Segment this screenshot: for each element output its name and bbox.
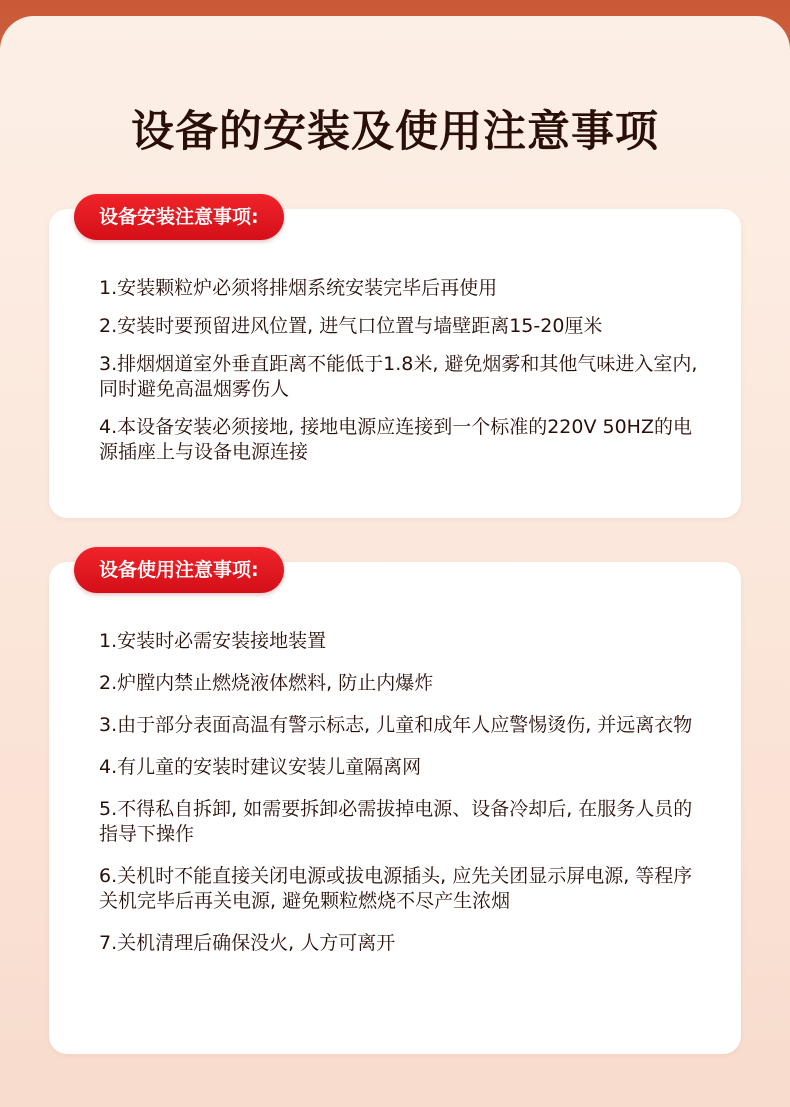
list-item: 1.安装颗粒炉必须将排烟系统安装完毕后再使用 <box>99 277 498 299</box>
list-item: 4.有儿童的安装时建议安装儿童隔离网 <box>99 756 422 778</box>
list-item: 3.由于部分表面高温有警示标志, 儿童和成年人应警惕烫伤, 并远离衣物 <box>99 714 693 736</box>
list-item: 7.关机清理后确保没火, 人方可离开 <box>99 932 396 954</box>
list-item: 3.排烟烟道室外垂直距离不能低于1.8米, 避免烟雾和其他气味进入室内, 同时避免高温烟雾伤人 <box>99 353 698 400</box>
list-item: 2.炉膛内禁止燃烧液体燃料, 防止内爆炸 <box>99 672 434 694</box>
install-section-label: 设备安装注意事项: <box>74 194 284 240</box>
list-item: 1.安装时必需安装接地装置 <box>99 630 327 652</box>
list-item: 4.本设备安装必须接地, 接地电源应连接到一个标准的220V 50HZ的电源插座上与设备电源连接 <box>99 416 692 463</box>
content-panel <box>0 16 790 1107</box>
list-item: 6.关机时不能直接关闭电源或拔电源插头, 应先关团显示屏电源, 等程序关机完毕后再关电源, 避免颗粒燃烧不尽产生浓烟 <box>99 865 693 912</box>
page-title: 设备的安装及使用注意事项 <box>131 107 659 157</box>
list-item: 5.不得私自拆卸, 如需要拆卸必需拔掉电源、设备冷却后, 在服务人员的指导下操作 <box>99 798 693 845</box>
install-notes-card <box>49 206 741 518</box>
use-notes-card <box>49 559 741 1054</box>
install-notes-list <box>99 276 703 478</box>
use-notes-list <box>99 629 703 973</box>
list-item: 2.安装时要预留进风位置, 进气口位置与墙壁距离15-20厘米 <box>99 315 603 337</box>
use-section-label: 设备使用注意事项: <box>74 547 284 593</box>
